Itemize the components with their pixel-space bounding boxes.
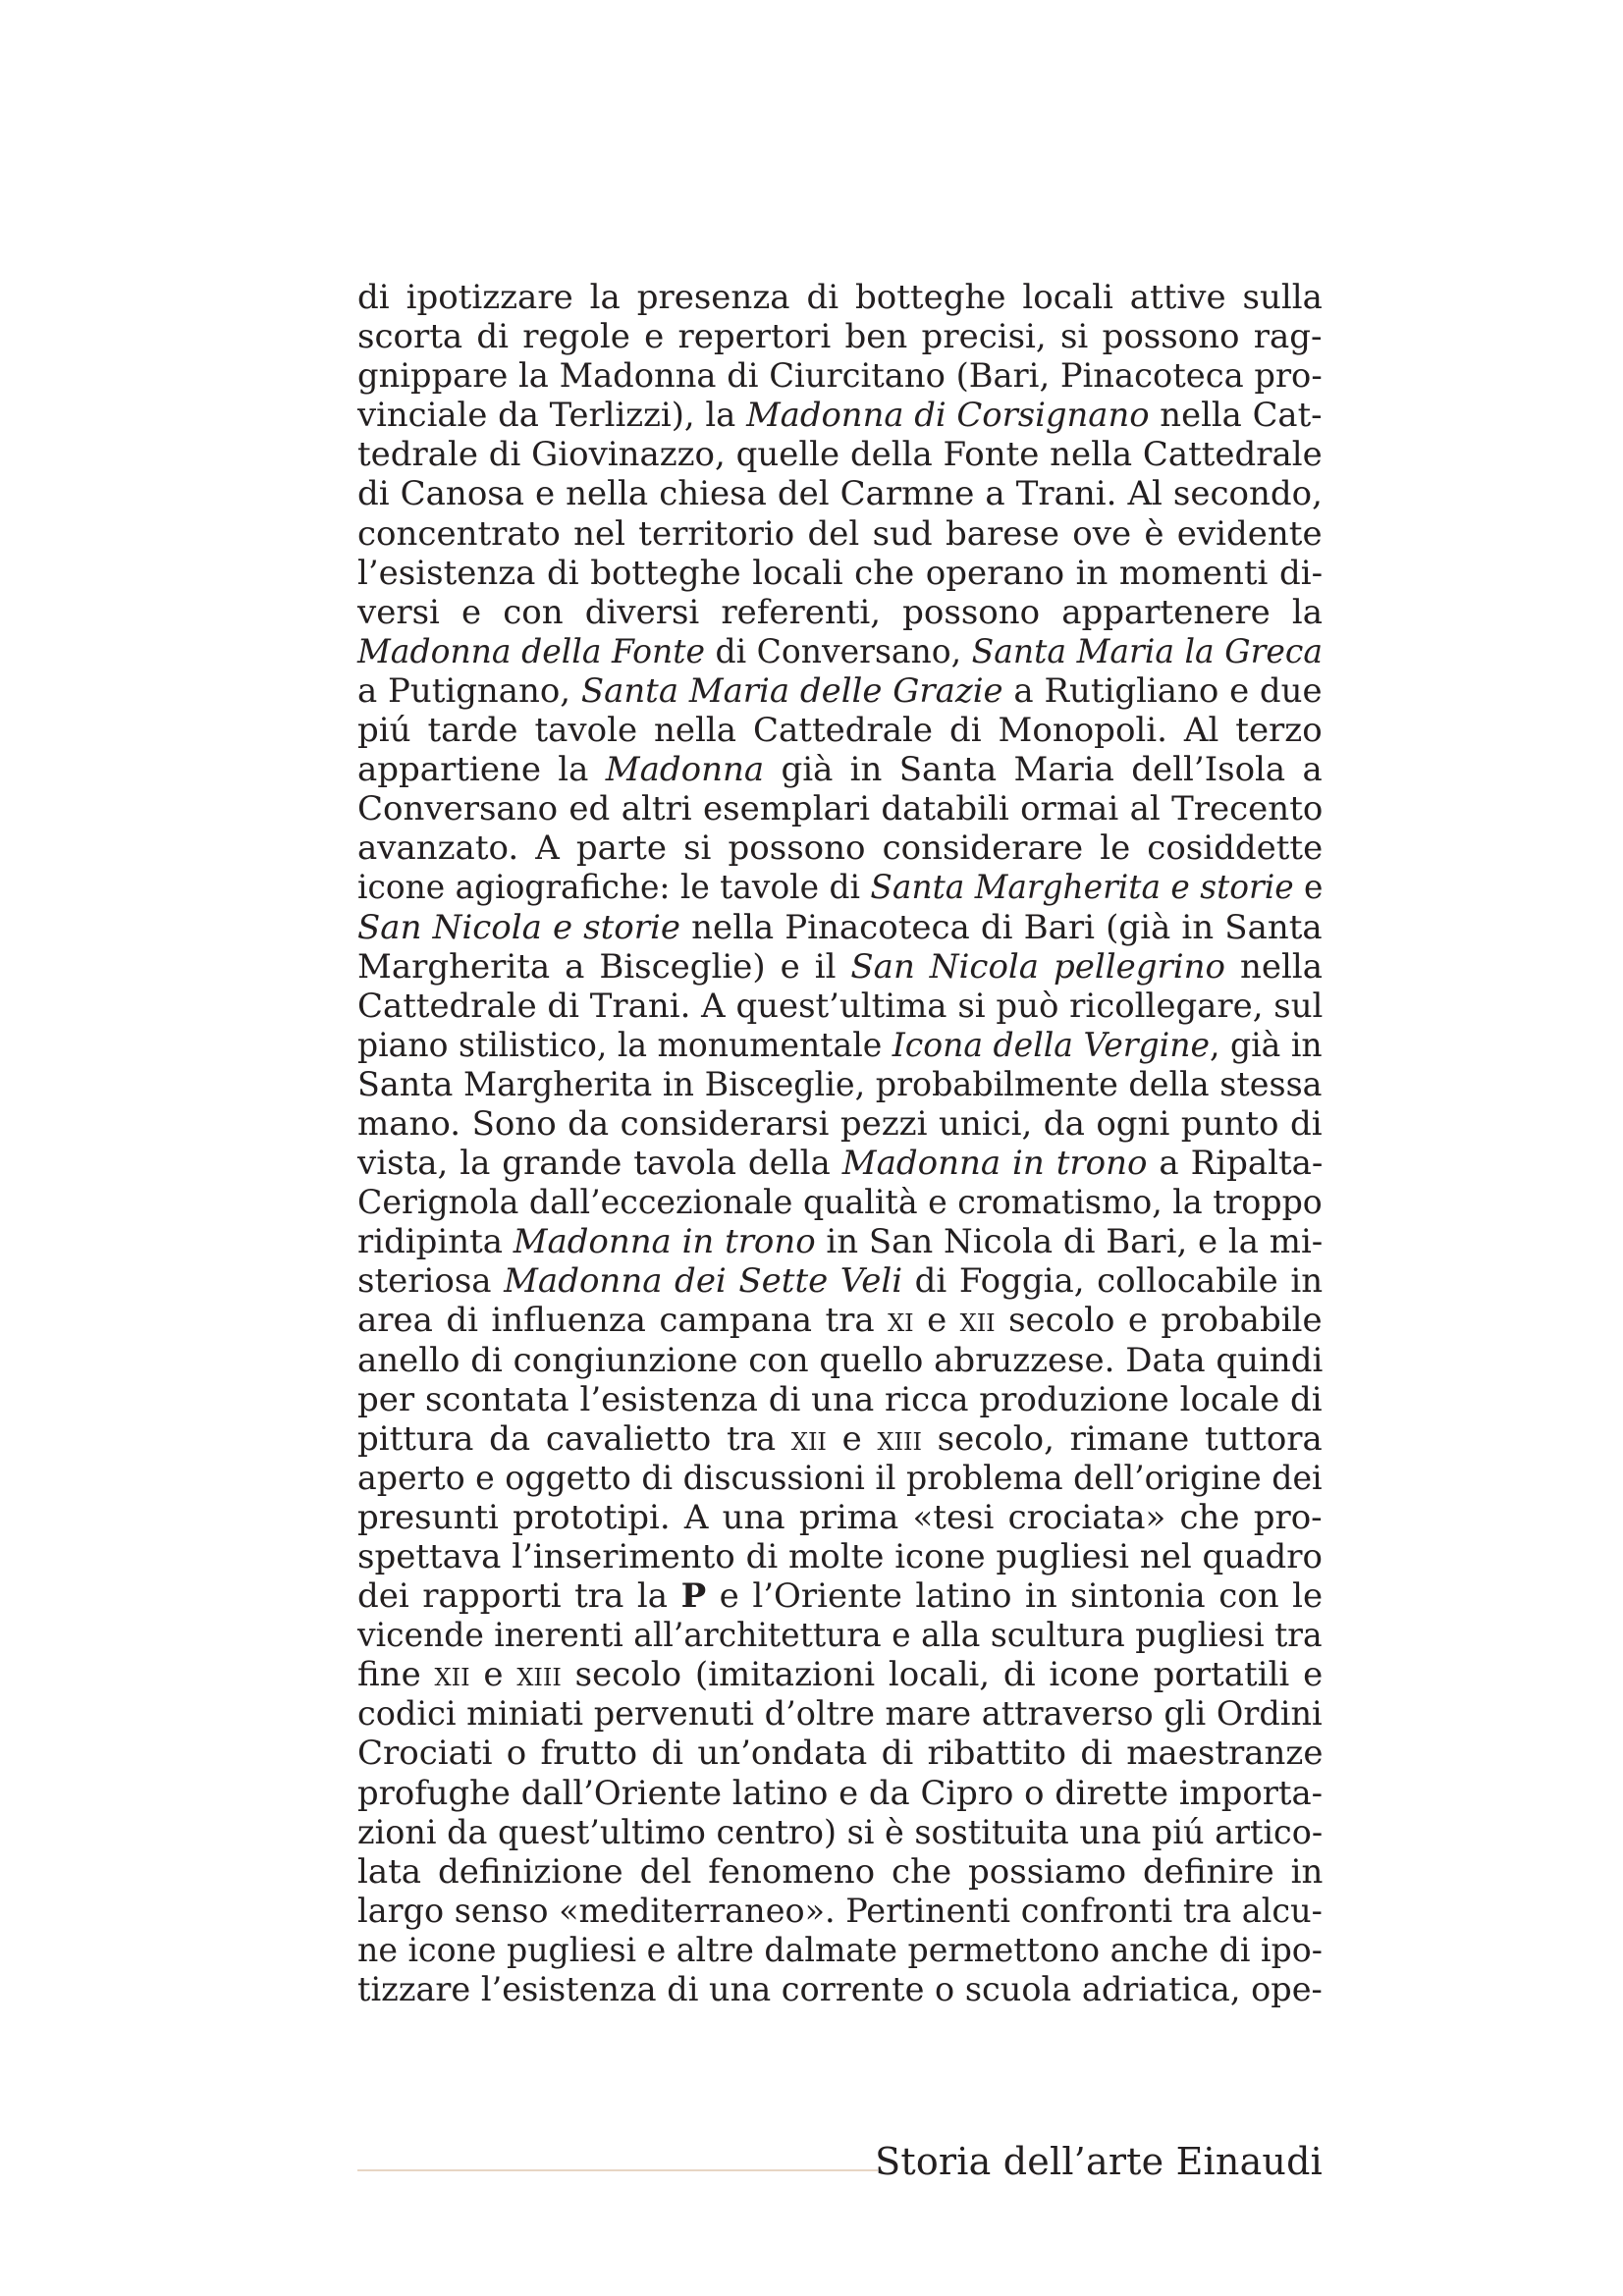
text-segment: Conversano ed altri esemplari databili ormai al Trecento (357, 789, 1324, 829)
text-segment: vista, la grande tavola della (357, 1144, 842, 1184)
text-segment: e l’Oriente latino in sintonia con le (706, 1576, 1324, 1617)
text-line (357, 1774, 1323, 1813)
text-segment: secolo, rimane tuttora (921, 1418, 1323, 1459)
text-segment: a Putignano, (357, 670, 581, 711)
text-line (357, 1694, 1323, 1734)
text-segment: Margherita a Bisceglie) e il (357, 946, 851, 987)
text-segment: largo senso «mediterraneo». Pertinenti confronti tra alcu- (357, 1891, 1323, 1931)
text-segment: appartiene la (357, 750, 606, 790)
text-line (357, 1380, 1323, 1419)
text-line (357, 750, 1323, 789)
text-line (357, 593, 1323, 632)
text-segment: profughe dall’Oriente latino e da Cipro o dirette importa- (357, 1773, 1324, 1813)
text-line (357, 554, 1323, 593)
text-line (357, 1616, 1323, 1655)
text-segment: di Canosa e nella chiesa del Carmne a Trani. Al secondo, (357, 474, 1323, 514)
text-segment: vicende inerenti all’architettura e alla scultura pugliesi tra (357, 1616, 1323, 1656)
text-segment: di Conversano, (704, 631, 972, 671)
text-line (357, 987, 1323, 1026)
text-segment: nella (1225, 946, 1324, 987)
text-segment: e (469, 1655, 517, 1695)
italic-text: Madonna della Fonte (357, 631, 705, 671)
roman-numeral: xii (434, 1655, 470, 1695)
text-segment: aperto e oggetto di discussioni il problema dell’origine dei (357, 1458, 1323, 1498)
text-segment: e (913, 1301, 960, 1341)
text-segment: anello di congiunzione con quello abruzzese. Data quindi (357, 1340, 1324, 1380)
text-segment: di ipotizzare la presenza di botteghe locali attive sulla (357, 278, 1323, 317)
footer-title: Storia dell’arte Einaudi (875, 2140, 1323, 2183)
text-line (357, 435, 1323, 474)
text-line (357, 632, 1323, 671)
italic-text: Madonna in trono (841, 1144, 1148, 1184)
text-line (357, 1261, 1323, 1301)
text-line (357, 1931, 1323, 1970)
text-line (357, 1655, 1323, 1694)
text-line (357, 908, 1323, 947)
text-segment: l’esistenza di botteghe locali che operano in momenti di- (357, 553, 1324, 593)
text-segment: tizzare l’esistenza di una corrente o scuola adriatica, ope- (357, 1970, 1323, 2010)
text-line (357, 828, 1323, 868)
text-line (357, 474, 1323, 513)
italic-text: San Nicola e storie (357, 907, 681, 947)
italic-text: Santa Maria la Greca (971, 631, 1324, 671)
text-segment: , già in (1210, 1025, 1323, 1065)
text-segment: versi e con diversi referenti, possono appartenere la (357, 592, 1323, 632)
italic-text: Icona della Vergine (892, 1025, 1211, 1065)
text-segment: Cattedrale di Trani. A quest’ultima si può ricollegare, sul (357, 986, 1324, 1026)
roman-numeral: xi (888, 1301, 914, 1341)
text-line (357, 1459, 1323, 1498)
text-line (357, 1892, 1323, 1931)
text-line (357, 1498, 1323, 1537)
text-line (357, 1813, 1323, 1852)
italic-text: Santa Margherita e storie (870, 868, 1294, 908)
text-segment: fine (357, 1655, 435, 1695)
text-line (357, 1183, 1323, 1222)
text-segment: steriosa (357, 1261, 505, 1302)
italic-text: Madonna in trono (513, 1222, 816, 1262)
text-segment: mano. Sono da considerarsi pezzi unici, da ogni punto di (357, 1103, 1323, 1144)
text-line (357, 1734, 1323, 1773)
italic-text: Madonna di Corsignano (746, 396, 1150, 436)
text-segment: zioni da quest’ultimo centro) si è sostituita una piú artico- (357, 1812, 1324, 1852)
text-segment: per scontata l’esistenza di una ricca produzione locale di (357, 1379, 1323, 1419)
text-line (357, 514, 1323, 554)
text-line (357, 1026, 1323, 1065)
text-line (357, 868, 1323, 907)
text-line (357, 1970, 1323, 2009)
text-segment: Crociati o frutto di un’ondata di ribattito di maestranze (357, 1734, 1324, 1774)
text-segment: nella Pinacoteca di Bari (già in Santa (680, 907, 1323, 947)
text-line (357, 396, 1323, 435)
text-segment: tedrale di Giovinazzo, quelle della Fonte nella Cattedrale (357, 435, 1323, 475)
text-segment: e (826, 1418, 878, 1459)
text-segment: ne icone pugliesi e altre dalmate permettono anche di ipo- (357, 1930, 1323, 1970)
text-segment: presunti prototipi. A una prima «tesi crociata» che pro- (357, 1497, 1323, 1537)
text-segment: e (1293, 868, 1324, 908)
text-segment: Santa Margherita in Bisceglie, probabilmente della stessa (357, 1064, 1323, 1104)
text-line (357, 1065, 1323, 1104)
text-line (357, 317, 1323, 356)
text-segment: spettava l’inserimento di molte icone pugliesi nel quadro (357, 1537, 1323, 1576)
text-line (357, 671, 1323, 711)
roman-numeral: xiii (877, 1418, 922, 1459)
body-text (357, 278, 1323, 2009)
text-segment: gnippare la Madonna di Ciurcitano (Bari, Pinacoteca pro- (357, 356, 1323, 397)
text-segment: area di influenza campana tra (357, 1301, 889, 1341)
text-segment: piano stilistico, la monumentale (357, 1025, 893, 1065)
text-segment: icone agiografiche: le tavole di (357, 868, 871, 908)
text-segment: a Rutigliano e due (1002, 670, 1323, 711)
text-segment: ridipinta (357, 1222, 514, 1262)
text-segment: vinciale da Terlizzi), la (357, 396, 747, 436)
text-segment: concentrato nel territorio del sud barese ove è evidente (357, 513, 1323, 554)
text-line (357, 1104, 1323, 1144)
italic-text: Madonna (605, 750, 765, 790)
text-segment: scorta di regole e repertori ben precisi, si possono rag- (357, 317, 1323, 357)
roman-numeral: xiii (516, 1655, 562, 1695)
text-segment: codici miniati pervenuti d’oltre mare attraverso gli Ordini (357, 1694, 1323, 1735)
text-segment: avanzato. A parte si possono considerare le cosiddette (357, 828, 1324, 869)
text-line (357, 1537, 1323, 1576)
text-segment: dei rapporti tra la (357, 1576, 681, 1617)
text-segment: Cerignola dall’eccezionale qualità e cromatismo, la troppo (357, 1183, 1323, 1223)
italic-text: Santa Maria delle Grazie (580, 670, 1003, 711)
text-line (357, 1341, 1323, 1380)
text-line (357, 1852, 1323, 1892)
text-segment: lata definizione del fenomeno che possiamo definire in (357, 1851, 1324, 1892)
roman-numeral: xii (790, 1418, 827, 1459)
italic-text: San Nicola pellegrino (850, 946, 1226, 987)
text-segment: già in Santa Maria dell’Isola a (764, 750, 1323, 790)
text-line (357, 711, 1323, 750)
text-line (357, 278, 1323, 317)
text-line (357, 1222, 1323, 1261)
footer-rule (357, 2169, 878, 2171)
text-segment: nella Cat- (1149, 396, 1323, 436)
text-segment: a Ripalta- (1147, 1144, 1324, 1184)
text-segment: in San Nicola di Bari, e la mi- (815, 1222, 1324, 1262)
text-segment: secolo e probabile (995, 1301, 1323, 1341)
text-line (357, 356, 1323, 396)
text-segment: piú tarde tavole nella Cattedrale di Monopoli. Al terzo (357, 711, 1323, 751)
text-line (357, 1144, 1323, 1183)
text-line (357, 789, 1323, 828)
text-line (357, 1301, 1323, 1340)
text-line (357, 947, 1323, 987)
italic-text: Madonna dei Sette Veli (504, 1261, 903, 1302)
bold-text: P (680, 1576, 707, 1617)
text-line (357, 1576, 1323, 1616)
text-segment: secolo (imitazioni locali, di icone portatili e (561, 1655, 1324, 1695)
text-segment: di Foggia, collocabile in (902, 1261, 1324, 1302)
text-line (357, 1419, 1323, 1459)
roman-numeral: xii (959, 1301, 996, 1341)
text-segment: pittura da cavalietto tra (357, 1418, 791, 1459)
